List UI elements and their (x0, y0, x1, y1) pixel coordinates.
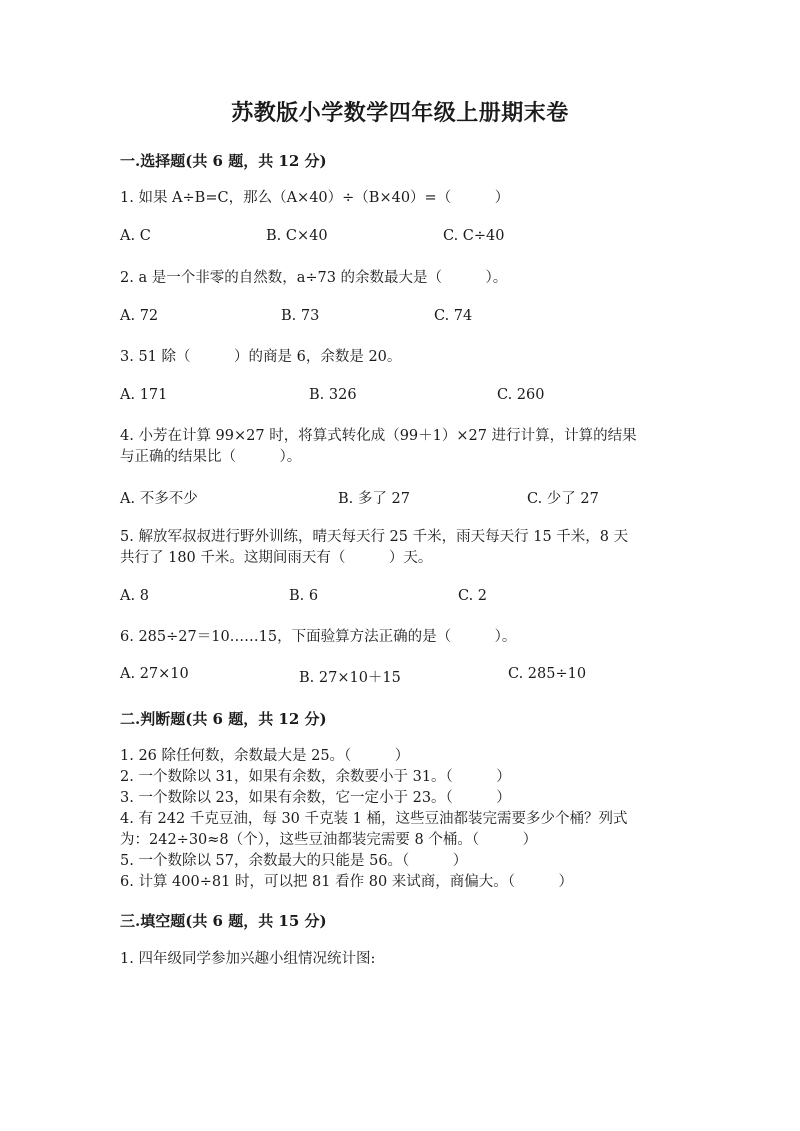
judgement-item-1: 1. 26 除任何数，余数最大是 25。（ ） (120, 748, 410, 764)
choice-6-option-a: A. 27×10 (120, 666, 189, 682)
judgement-item-5: 5. 一个数除以 57，余数最大的只能是 56。（ ） (120, 853, 468, 869)
choice-6-option-b: B. 27×10＋15 (299, 670, 401, 686)
choice-2-option-c: C. 74 (434, 308, 473, 324)
judgement-item-4-line-1: 4. 有 242 千克豆油，每 30 千克装 1 桶，这些豆油都装完需要多少个桶？列式 (120, 811, 628, 827)
choice-4-option-a: A. 不多不少 (120, 491, 198, 507)
choice-1-option-b: B. C×40 (266, 228, 328, 244)
choice-question-4-line-2: 与正确的结果比（ ）。 (120, 449, 302, 465)
judgement-item-2: 2. 一个数除以 31，如果有余数，余数要小于 31。（ ） (120, 769, 511, 785)
choice-1-option-c: C. C÷40 (443, 228, 505, 244)
choice-1-option-a: A. C (120, 228, 151, 244)
fill-blank-question-1: 1. 四年级同学参加兴趣小组情况统计图: (120, 951, 376, 967)
choice-2-option-a: A. 72 (120, 308, 159, 324)
judgement-list (120, 746, 627, 893)
choice-5-option-c: C. 2 (458, 588, 488, 604)
choice-question-2: 2. a 是一个非零的自然数，a÷73 的余数最大是（ ）。 (120, 270, 508, 286)
choice-question-1: 1. 如果 A÷B=C，那么（A×40）÷（B×40）=（ ） (120, 190, 510, 206)
choice-3-option-c: C. 260 (497, 387, 545, 403)
choice-question-4-line-1: 4. 小芳在计算 99×27 时，将算式转化成（99＋1）×27 进行计算，计算的结果 (120, 428, 637, 444)
section-heading-judgement: 二.判断题(共 6 题，共 12 分) (120, 710, 327, 728)
judgement-item-4-line-2: 为：242÷30≈8（个），这些豆油都装完需要 8 个桶。（ ） (120, 832, 538, 848)
choice-question-3: 3. 51 除（ ）的商是 6，余数是 20。 (120, 349, 402, 365)
choice-4-option-b: B. 多了 27 (338, 491, 410, 507)
choice-5-option-b: B. 6 (289, 588, 319, 604)
choice-3-option-a: A. 171 (120, 387, 168, 403)
choice-question-6: 6. 285÷27＝10……15，下面验算方法正确的是（ ）。 (120, 629, 517, 645)
choice-4-option-c: C. 少了 27 (527, 491, 599, 507)
page-title: 苏教版小学数学四年级上册期末卷 (231, 100, 569, 126)
judgement-item-3: 3. 一个数除以 23，如果有余数，它一定小于 23。（ ） (120, 790, 511, 806)
choice-question-5-line-2: 共行了 180 千米。这期间雨天有（ ）天。 (120, 550, 433, 566)
choice-2-option-b: B. 73 (281, 308, 320, 324)
section-heading-choice: 一.选择题(共 6 题，共 12 分) (120, 152, 327, 170)
choice-question-5-line-1: 5. 解放军叔叔进行野外训练，晴天每天行 25 千米，雨天每天行 15 千米，8 天 (120, 529, 629, 545)
judgement-item-6: 6. 计算 400÷81 时，可以把 81 看作 80 来试商，商偏大。（ ） (120, 874, 574, 890)
choice-5-option-a: A. 8 (120, 588, 149, 604)
section-heading-fill-blank: 三.填空题(共 6 题，共 15 分) (120, 912, 327, 930)
choice-3-option-b: B. 326 (309, 387, 357, 403)
choice-6-option-c: C. 285÷10 (508, 666, 587, 682)
